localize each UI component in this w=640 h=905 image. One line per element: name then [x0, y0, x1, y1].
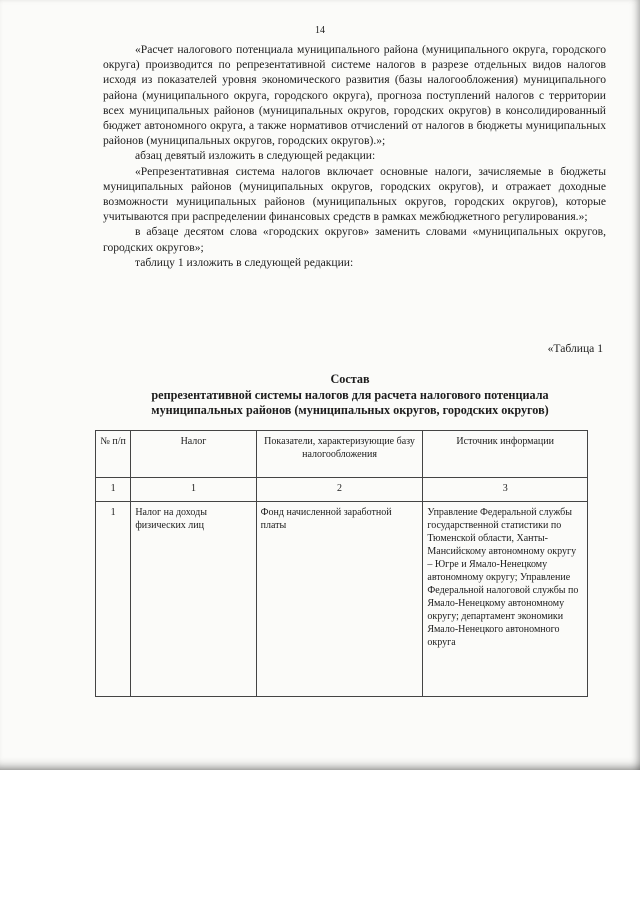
header-cell-tax: Налог: [131, 431, 256, 478]
tax-table: [95, 430, 588, 697]
row-indicator: Фонд начисленной заработной платы: [256, 502, 423, 697]
column-number: 3: [423, 478, 588, 502]
table-title-line: репрезентативной системы налогов для расчета налогового потенциала: [151, 387, 549, 402]
column-number: 1: [131, 478, 256, 502]
table-title-line: муниципальных районов (муниципальных округов, городских округов): [151, 403, 549, 417]
table-title: [90, 372, 610, 419]
paragraph: в абзаце десятом слова «городских округов» заменить словами «муниципальных округов, городских округов»;: [103, 225, 606, 254]
row-source: Управление Федеральной службы государственной статистики по Тюменской области, Ханты-Мансийскому автономному округу – Югре и Ямало-Ненецкому автономному округу; Управление Федеральной налоговой службы по Ямало-Ненецкому автономному округу; департамент экономики Ямало-Ненецкого автономного округа: [423, 502, 588, 697]
column-number: 1: [96, 478, 131, 502]
header-cell-num: № п/п: [96, 431, 131, 478]
paragraph: абзац девятый изложить в следующей редакции:: [135, 149, 376, 163]
paragraph: «Репрезентативная система налогов включает основные налоги, зачисляемые в бюджеты муниципальных районов (муниципальных округов, городских округов), и отражает доходные возможности муниципальных районов (муниципальных округов, городских округов), которые учитываются при распределении финансовых средств в рамках межбюджетного регулирования.»;: [103, 164, 606, 224]
body-text: [103, 42, 606, 270]
paragraph: таблицу 1 изложить в следующей редакции:: [135, 255, 354, 269]
table-title-line: Состав: [330, 372, 370, 386]
table-row: [96, 502, 588, 697]
table-label: «Таблица 1: [547, 342, 603, 355]
paragraph: «Расчет налогового потенциала муниципального района (муниципального округа, городского округа) производится по репрезентативной системе налогов в разрезе отдельных видов налогов исходя из показателей уровня экономического развития (базы налогообложения) муниципального района (муниципального округа, городского округа), прогноза поступлений налогов с территории всех муниципальных районов (муниципальных округов, городских округов) в консолидированный бюджет автономного округа, а также нормативов отчислений от налогов в бюджеты муниципальных районов (муниципальных округов, городских округов).»;: [103, 43, 606, 148]
row-num: 1: [96, 502, 131, 697]
column-number: 2: [256, 478, 423, 502]
header-cell-indicator: Показатели, характеризующие базу налогообложения: [256, 431, 423, 478]
table-header-row: [96, 431, 588, 478]
header-cell-source: Источник информации: [423, 431, 588, 478]
row-tax: Налог на доходы физических лиц: [131, 502, 256, 697]
page-number: 14: [315, 25, 325, 36]
table-column-numbers-row: [96, 478, 588, 502]
